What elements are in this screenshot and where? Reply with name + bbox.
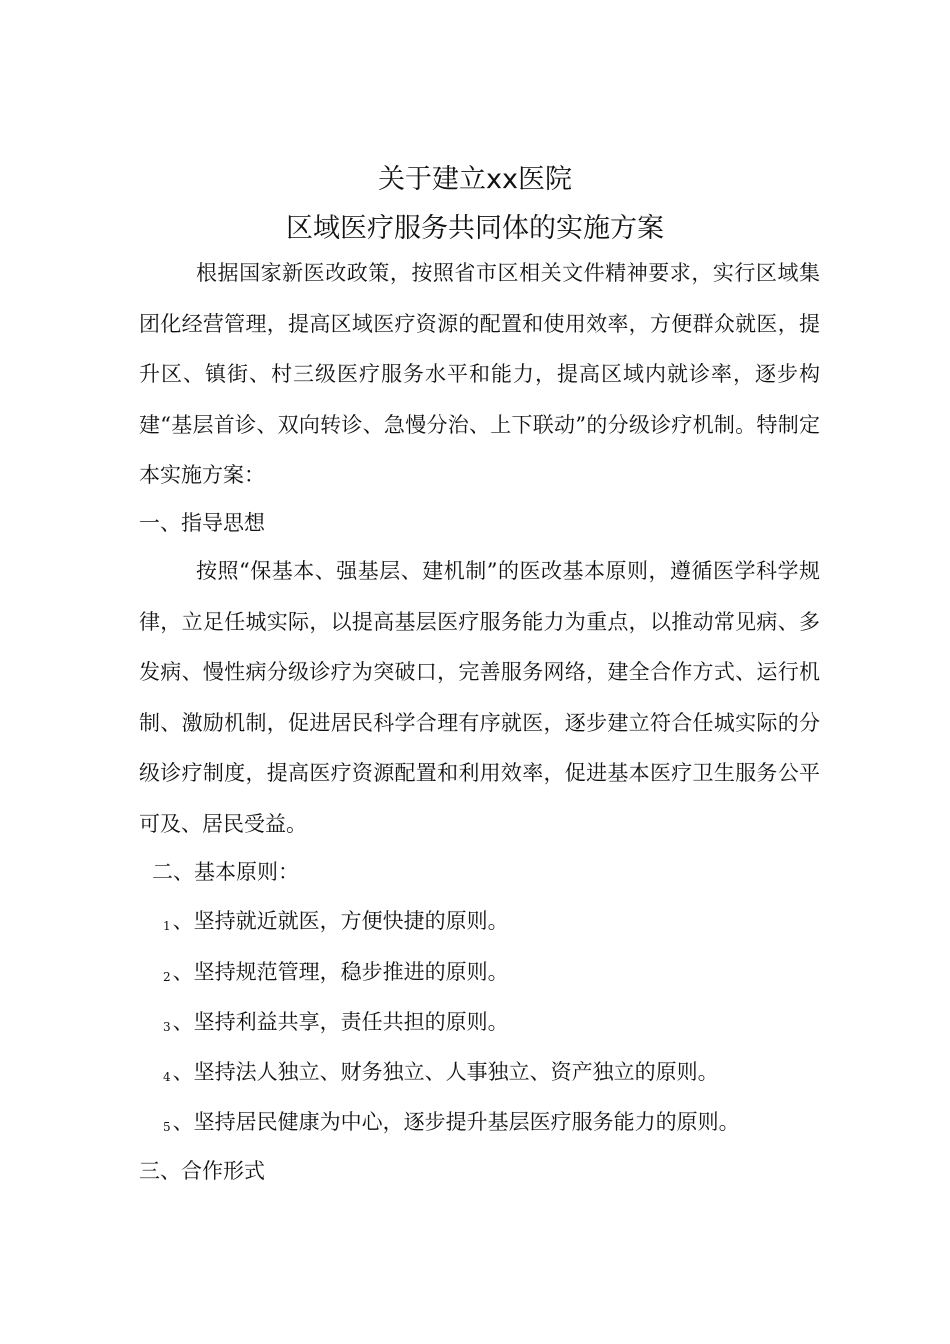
principle-text: 、坚持利益共享，责任共担的原则。 [172,1010,509,1034]
principle-number: 2 [163,970,171,984]
principle-item [163,906,509,939]
principle-number: 4 [163,1070,171,1084]
principle-number: 1 [163,919,171,933]
intro-paragraph: 根据国家新医改政策，按照省市区相关文件精神要求，实行区域集团化经营管理，提高区域医疗资源的配置和使用效率，方便群众就医，提升区、镇街、村三级医疗服务水平和能力，提高区域内就诊率，逐步构建“基层首诊、双向转诊、急慢分治、上下联动”的分级诊疗机制。特制定本实施方案： [139,261,820,487]
principle-item [163,957,509,990]
section-heading-basic-principles: 二、基本原则： [152,860,299,884]
principle-text: 、坚持居民健康为中心，逐步提升基层医疗服务能力的原则。 [172,1110,740,1134]
principle-text: 、坚持就近就医，方便快捷的原则。 [172,909,509,933]
principle-item [163,1007,509,1040]
guiding-ideology-paragraph: 按照“保基本、强基层、建机制”的医改基本原则，遵循医学科学规律，立足任城实际，以提高基层医疗服务能力为重点，以推动常见病、多发病、慢性病分级诊疗为突破口，完善服务网络，建全合作方式、运行机制、激励机制，促进居民科学合理有序就医，逐步建立符合任城实际的分级诊疗制度，提高医疗资源配置和利用效率，促进基本医疗卫生服务公平可及、居民受益。 [139,559,820,836]
principle-item [163,1057,719,1090]
principle-text: 、坚持法人独立、财务独立、人事独立、资产独立的原则。 [172,1060,719,1084]
principle-text: 、坚持规范管理，稳步推进的原则。 [172,960,509,984]
principle-number: 3 [163,1020,171,1034]
principle-item [163,1107,740,1140]
document-title-line1: 关于建立xx医院 [378,164,572,195]
document-title-line2: 区域医疗服务共同体的实施方案 [286,213,664,244]
principle-number: 5 [163,1120,171,1134]
section-heading-guiding-ideology: 一、指导思想 [139,511,265,535]
section-heading-cooperation-form: 三、合作形式 [139,1159,265,1183]
